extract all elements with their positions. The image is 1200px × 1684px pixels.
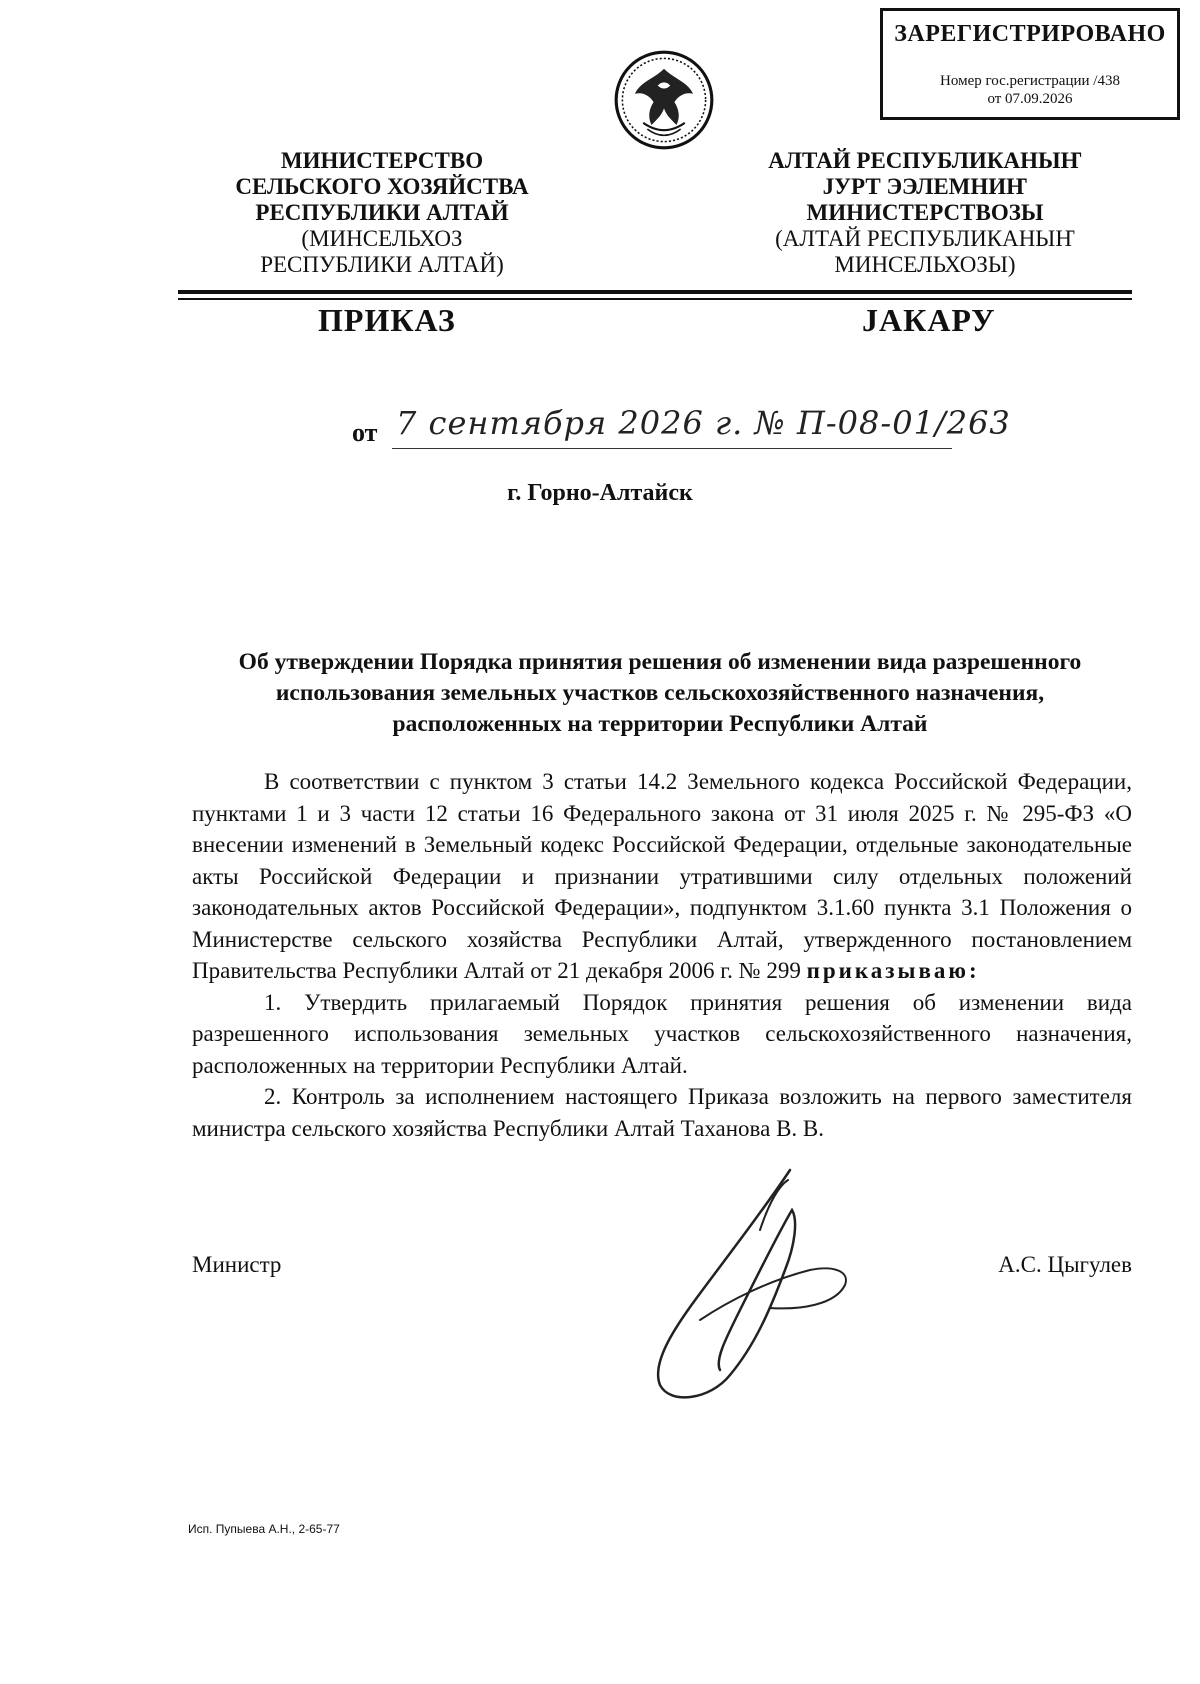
coat-of-arms-emblem-icon — [612, 48, 716, 152]
date-underline — [392, 448, 952, 449]
ministry-name-line: РЕСПУБЛИКИ АЛТАЙ — [255, 200, 509, 225]
order-word-russian: ПРИКАЗ — [318, 302, 456, 338]
order-date-row — [352, 404, 1012, 476]
registration-number: Номер гос.регистрации /438 — [940, 73, 1120, 89]
header-divider-thin — [178, 298, 1132, 300]
ministry-short-name-line: МИНСЕЛЬХОЗЫ) — [834, 252, 1016, 277]
city-name: г. Горно-Алтайск — [507, 480, 693, 506]
header-divider-thick — [178, 290, 1132, 294]
order-word-altai: ЈАКАРУ — [862, 302, 996, 338]
item-1-paragraph: 1. Утвердить прилагаемый Порядок принятия решения об изменении вида разрешенного использования земельных участков сельскохозяйственного назначения, расположенных на территории Республики Алтай. — [192, 989, 1132, 1078]
document-body — [192, 766, 1132, 1144]
preamble-text: В соответствии с пунктом 3 статьи 14.2 Земельного кодекса Российской Федерации, пунктами 1 и 3 части 12 статьи 16 Федерального закона от 31 июля 2025 г. № 295-ФЗ «О внесении изменений в Земельный кодекс Российской Федерации, отдельные законодательные акты Российской Федерации и признании утратившими силу отдельных положений законодательных актов Российской Федерации», подпунктом 3.1.60 пункта 3.1 Положения о Министерстве сельского хозяйства Республики Алтай, утвержденного постановлением Правительства Республики Алтай от 21 декабря 2006 г. № 299 — [192, 769, 1132, 983]
executor-note: Исп. Пупыева А.Н., 2-65-77 — [188, 1522, 340, 1536]
registration-title: ЗАРЕГИСТРИРОВАНО — [894, 21, 1166, 47]
ministry-short-name-line: (АЛТАЙ РЕСПУБЛИКАНЫҤ — [775, 226, 1075, 251]
registration-date: от 07.09.2026 — [987, 91, 1073, 107]
signatory-name: А.С. Цыгулев — [998, 1252, 1132, 1277]
ministry-name-line: ЈУРТ ЭЭЛЕМНИҤ — [822, 174, 1028, 199]
signatory-title: Министр — [192, 1252, 282, 1277]
command-word: приказываю: — [806, 958, 980, 983]
ministry-name-line: АЛТАЙ РЕСПУБЛИКАНЫҤ — [768, 148, 1082, 173]
date-prefix: от — [352, 418, 378, 447]
title-line: использования земельных участков сельскохозяйственного назначения, — [275, 680, 1045, 706]
ministry-short-name-line: (МИНСЕЛЬХОЗ — [301, 226, 463, 251]
registration-stamp — [880, 8, 1180, 120]
handwritten-signature-icon — [620, 1160, 900, 1420]
ministry-header-altai — [715, 148, 1135, 278]
ministry-name-line: МИНИСТЕРСТВО — [280, 148, 484, 173]
ministry-name-line: МИНИСТЕРСТВОЗЫ — [806, 200, 1044, 225]
ministry-short-name-line: РЕСПУБЛИКИ АЛТАЙ) — [260, 252, 504, 277]
preamble-paragraph — [192, 766, 1132, 987]
ministry-name-line: СЕЛЬСКОГО ХОЗЯЙСТВА — [235, 174, 529, 199]
handwritten-date-number: 7 сентября 2026 г. № П-08-01/263 — [396, 404, 1011, 442]
document-title — [180, 647, 1140, 740]
item-2-paragraph: 2. Контроль за исполнением настоящего Приказа возложить на первого заместителя министра сельского хозяйства Республики Алтай Таханова В. В. — [192, 1084, 1132, 1141]
title-line: расположенных на территории Республики Алтай — [392, 711, 928, 737]
ministry-header-russian — [172, 148, 592, 278]
title-line: Об утверждении Порядка принятия решения об изменении вида разрешенного — [238, 649, 1082, 675]
